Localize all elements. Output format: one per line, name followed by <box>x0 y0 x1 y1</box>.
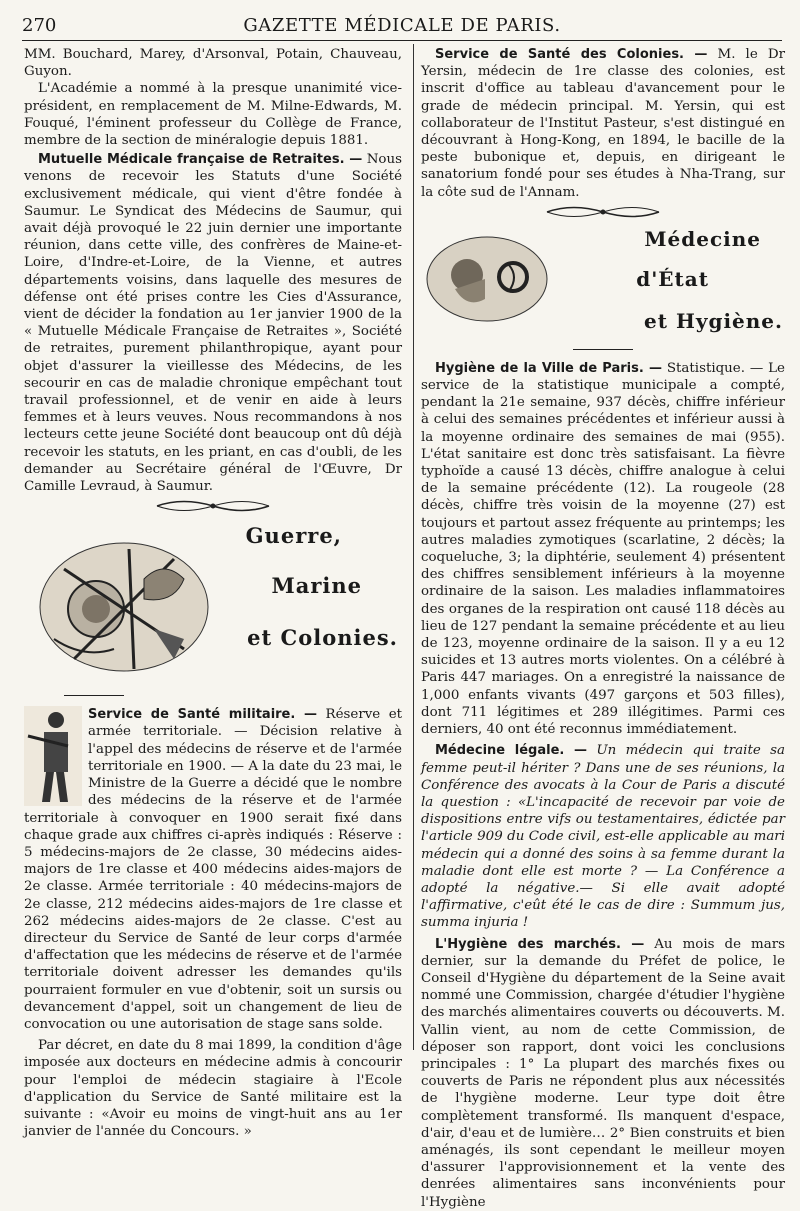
section-title-line: Marine <box>271 573 362 599</box>
article-text: Un médecin qui traite sa femme peut-il hériter ? Dans une de ses réunions, la Conférence des avocats à la Cour de Paris a discuté la question : «L'incapacité de recevoir par voie de dispositions entre vifs ou testamentaires, édictée par l'article 909 du Code civil, est-elle applicable au mari médecin qui a donné des soins à sa femme durant la maladie dont elle est morte ? — La Conférence a adopté la négative.— Si elle avait adopté l'affirmative, c'eût été le cas de dire : Summum jus, summa injuria ! <box>421 743 785 931</box>
article-text: Réserve et armée territoriale. — Décision relative à l'appel des médecins de réserve et de l'armée territoriale en 1900. — A la date du 23 mai, le Ministre de la Guerre a décidé que le nombre des médecins de la réserve et de l'armée territoriale à convoquer en 1900 serait fixé dans chaque grade aux chiffres ci-après indiqués : Réserve : 5 médecins-majors de 2e classe, 30 médecins aides-majors de 1re classe et 400 médecins aides-majors de 2e classe. Armée territoriale : 40 médecins-majors de 2e classe, 212 médecins aides-majors de 1re classe et 262 médecins aides-majors de 2e classe. C'est au directeur du Service de Santé de leur corps d'armée d'affectation que les médecins de réserve et de l'armée territoriale doivent adresser les demandes qu'ils pourraient formuler en vue d'obtenir, soit un sursis ou devancement d'appel, soit un changement de lieu de convocation ou une autorisation de stage sans solde. <box>24 707 402 1032</box>
ornament-divider <box>24 497 402 519</box>
military-trophy-illustration <box>34 529 214 679</box>
soldier-figure-illustration <box>24 706 82 806</box>
right-column <box>421 46 785 1211</box>
article-heading: Service de Santé des Colonies. — <box>435 47 708 62</box>
article-text: Nous venons de recevoir les Statuts d'une Société exclusivement médicale, qui vient d'être fondée à Saumur. Le Syndicat des Médecins de Saumur, qui avait déjà provoqué le 22 juin dernier une importante réunion, dans cette ville, des confrères de Maine-et-Loire, d'Indre-et-Loire, de la Vienne, et autres départements voisins, dans laquelle des mesures de défense ont été prises contre les Cies d'Assurance, vient de décider la fondation au 1er janvier 1900 de la « Mutuelle Médicale Française de Retraites », Société de retraites, purement philanthropique, ayant pour objet d'assurer la vieillesse des Médecins, de les secourir en cas de maladie chronique empêchant tout travail professionnel, et de venir en aide à leurs femmes et à leurs veuves. Nous recommandons à nos lecteurs cette jeune Société dont beaucoup ont dû déjà recevoir les statuts, en les priant, en cas d'oubli, de les demander au Secrétaire général de l'Œuvre, Dr Camille Levraud, à Saumur. <box>24 152 402 495</box>
article-mutuelle <box>24 151 402 495</box>
hygeia-medallion-illustration <box>425 235 549 323</box>
article-hygiene-marches <box>421 936 785 1211</box>
article-heading: Service de Santé militaire. — <box>88 707 318 723</box>
article-heading: Médecine légale. — <box>435 743 587 759</box>
section-title-line: et Hygiène. <box>644 308 783 333</box>
journal-title: GAZETTE MÉDICALE DE PARIS. <box>243 15 561 36</box>
article-service-colonies <box>421 46 785 201</box>
section-guerre-marine-colonies <box>24 521 402 691</box>
section-title-line: et Colonies. <box>247 625 398 651</box>
paragraph: MM. Bouchard, Marey, d'Arsonval, Potain, Chauveau, Guyon. <box>24 47 402 80</box>
article-heading: Mutuelle Médicale française de Retraites. — <box>38 152 363 168</box>
section-title-line: Guerre, <box>245 523 342 549</box>
column-divider <box>413 44 414 1050</box>
section-title-line: Médecine <box>644 226 761 251</box>
article-medecine-legale <box>421 742 785 931</box>
article-text: M. le Dr Yersin, médecin de 1re classe des colonies, est inscrit d'office au tableau d'avancement pour le grade de médecin principal. M. Yersin, qui est collaborateur de l'Institut Pasteur, s'est distingué en découvrant à Hong-Kong, en 1894, le bacille de la peste bubonique et, depuis, en dirigeant le sanatorium fondé pour ses études à Nha-Trang, sur la côte sud de l'Annam. <box>421 47 786 200</box>
article-text: Statistique. — Le service de la statistique municipale a compté, pendant la 21e semaine, 937 décès, chiffre inférieur à celui des semaines précédentes et inférieur aussi à la moyenne ordinaire des semaines de mai (955). L'état sanitaire est donc très satisfaisant. La fièvre typhoïde a causé 13 décès, chiffre analogue à celui de la semaine précédente (12). La rougeole (28 décès, chiffre très voisin de la moyenne (27) est toujours et partout assez fréquente au printemps; les autres maladies zymotiques (scarlatine, 2 décès; la coqueluche, 3; la diphtérie, seulement 4) présentent des chiffres sensiblement inférieurs à la moyenne ordinaire de la saison. Les maladies inflammatoires des organes de la respiration ont causé 118 décès au lieu de 127 pendant la semaine précédente et au lieu de 123, moyenne ordinaire de la saison. Il y a eu 12 suicides et 13 autres morts violentes. On a célébré à Paris 447 mariages. On a enregistré la naissance de 1,000 enfants vivants (497 garçons et 503 filles), dont 711 légitimes et 289 illégitimes. Parmi ces derniers, 40 ont été reconnus immédiatement. <box>421 360 785 738</box>
article-text: Au mois de mars dernier, sur la demande du Préfet de police, le Conseil d'Hygiène du département de la Seine avait nommé une Commission, chargée d'étudier l'hygiène des marchés alimentaires couverts ou découverts. M. Vallin vient, au nom de cette Commission, de déposer son rapport, dont voici les conclusions principales : 1° La plupart des marchés fixes ou couverts de Paris ne répondent plus aux nécessités de l'hygiène moderne. Leur type doit être complètement transformé. Ils manquent d'espace, d'air, d'eau et de lumière… 2° Bien construits et bien aménagés, ils sont cependant le meilleur moyen d'assurer l'approvisionnement et la vente des denrées alimentaires sans inconvénients pour l'Hygiène <box>421 936 785 1210</box>
article-heading: Hygiène de la Ville de Paris. — <box>435 360 662 376</box>
ornament-divider <box>421 203 785 225</box>
paragraph: L'Académie a nommé à la presque unanimité vice-président, en remplacement de M. Milne-Edwards, M. Fouqué, l'éminent professeur du Collège de France, membre de la section de minéralogie depuis 1881. <box>24 81 402 149</box>
section-medecine-etat-hygiene <box>421 227 785 345</box>
paragraph: Par décret, en date du 8 mai 1899, la condition d'âge imposée aux docteurs en médecine admis à concourir pour l'emploi de médecin stagiaire à l'Ecole d'application du Service de Santé militaire est la suivante : «Avoir eu moins de vingt-huit ans au 1er janvier de l'année du Concours. » <box>24 1038 402 1140</box>
section-title-line: d'État <box>636 266 709 291</box>
section-rule <box>573 349 633 350</box>
article-hygiene-paris <box>421 360 785 738</box>
article-heading: L'Hygiène des marchés. — <box>435 936 645 952</box>
left-column <box>24 46 402 1140</box>
page-number: 270 <box>22 15 57 36</box>
running-header <box>22 12 782 41</box>
section-rule <box>64 695 124 696</box>
